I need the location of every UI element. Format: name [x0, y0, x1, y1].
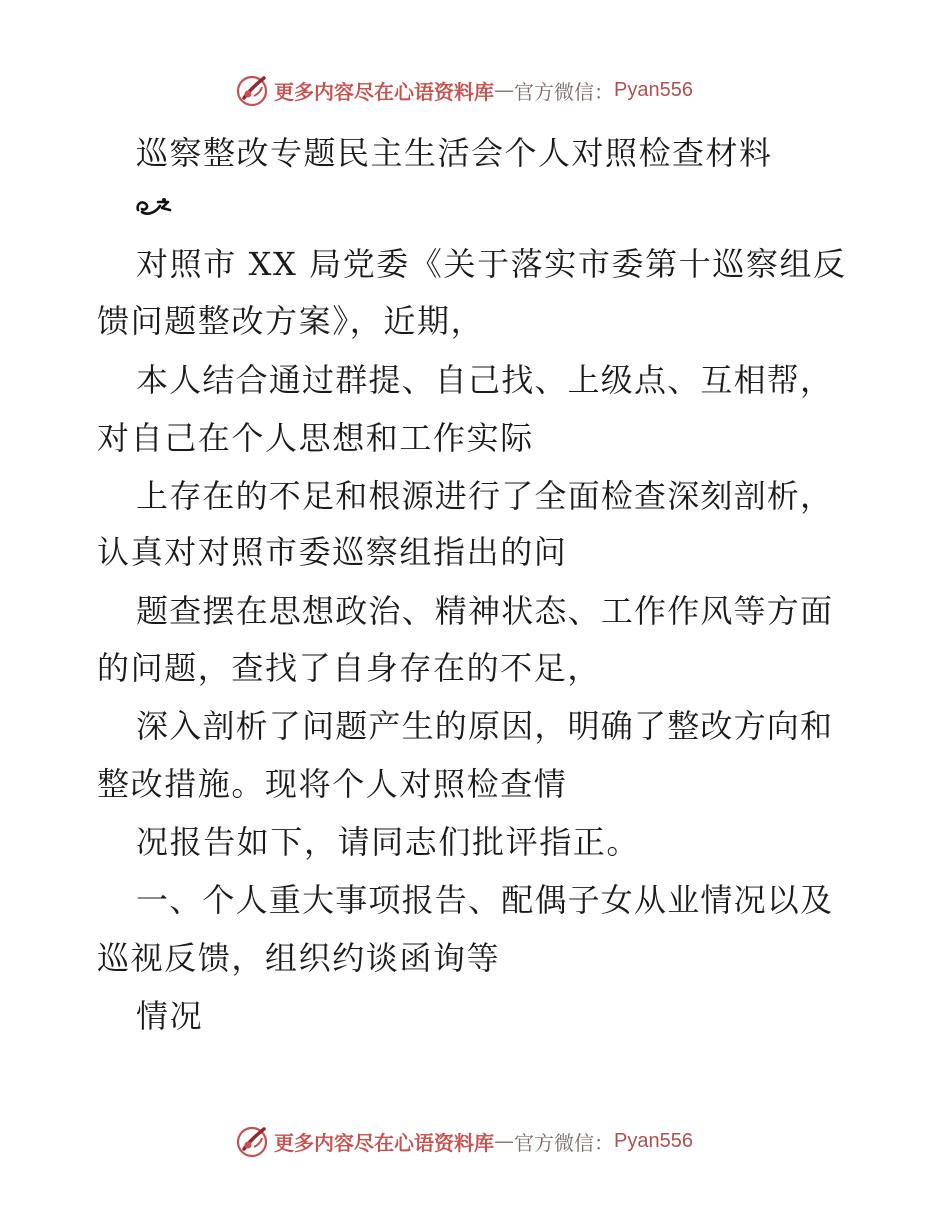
document-title: 巡察整改专题民主生活会个人对照检查材料 [136, 134, 773, 172]
banner-wechat-id: Pyan556 [614, 1129, 693, 1152]
body-line: 的问题，查找了自身存在的不足， [97, 649, 602, 687]
flourish-ornament-icon [134, 194, 172, 220]
body-line: 一、个人重大事项报告、配偶子女从业情况以及 [136, 881, 834, 919]
banner-wechat-label: 官方微信： [514, 1130, 614, 1155]
body-line: 题查摆在思想政治、精神状态、工作作风等方面 [136, 592, 834, 630]
footer-banner [234, 1121, 693, 1161]
header-banner [234, 70, 693, 110]
banner-brand-text: 更多内容尽在心语资料库 [274, 79, 494, 104]
body-line: 对照市 XX 局党委《关于落实市委第十巡察组反 [136, 245, 847, 283]
body-line: 深入剖析了问题产生的原因，明确了整改方向和 [136, 707, 834, 745]
brush-logo-icon [234, 72, 270, 108]
body-line: 情况 [136, 997, 204, 1035]
banner-dash: — [494, 1129, 514, 1153]
body-line: 认真对对照市委巡察组指出的问 [97, 533, 568, 571]
body-line: 上存在的不足和根源进行了全面检查深刻剖析， [136, 477, 834, 515]
body-line: 本人结合通过群提、自己找、上级点、互相帮， [136, 361, 834, 399]
banner-dash: — [494, 78, 514, 102]
body-line: 况报告如下，请同志们批评指正。 [136, 823, 641, 861]
banner-wechat-label: 官方微信： [514, 79, 614, 104]
body-line: 对自己在个人思想和工作实际 [97, 419, 534, 457]
banner-wechat-id: Pyan556 [614, 78, 693, 101]
brush-logo-icon [234, 1123, 270, 1159]
banner-brand-text: 更多内容尽在心语资料库 [274, 1130, 494, 1155]
body-line: 馈问题整改方案》，近期， [97, 302, 485, 340]
body-line: 巡视反馈，组织约谈函询等 [97, 939, 501, 977]
body-line: 整改措施。现将个人对照检查情 [97, 765, 568, 803]
